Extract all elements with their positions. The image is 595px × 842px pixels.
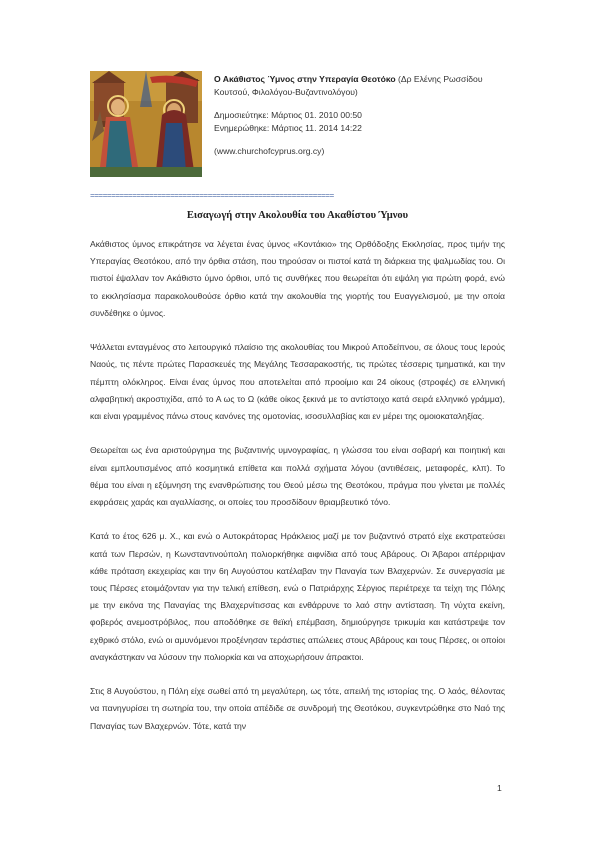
paragraph: Στις 8 Αυγούστου, η Πόλη είχε σωθεί από τη μεγαλύτερη, ως τότε, απειλή της ιστορίας της. Ο λαός, θέλοντας να πανηγυρίσει τη σωτηρία του, την οποία απέδιδε σε συνδρομή της Θεοτόκου, συγκεντρώθηκε στο Ναό της Παναγίας των Βλαχερνών. Τότε, κατά την <box>90 686 505 731</box>
annunciation-icon <box>90 71 202 177</box>
paragraph: Θεωρείται ως ένα αριστούργημα της βυζαντινής υμνογραφίας, η γλώσσα του είναι σοβαρή και ποιητική και είναι εμπλουτισμένος από κοσμητικά επίθετα και πολλά σχήματα λόγου (αντιθέσεις, μεταφορές, κλπ). Το θέμα του είναι η εξύμνηση της ενανθρώπισης του Θεού μέσω της Θεοτόκου, πράγμα που γίνεται με πολλές εκφράσεις χαράς και αγαλλίασης, οι οποίες του προσδίδουν θριαμβευτικό τόνο. <box>90 445 505 508</box>
published-date: Δημοσιεύτηκε: Μάρτιος 01. 2010 00:50 <box>214 110 362 120</box>
article-title: Ο Ακάθιστος Ύμνος στην Υπεραγία Θεοτόκο <box>214 74 396 84</box>
separator-line: ========================================================== <box>90 192 334 201</box>
source-link[interactable]: (www.churchofcyprus.org.cy) <box>214 146 325 156</box>
annunciation-icon-image <box>90 71 202 177</box>
article-author: (Δρ Ελένης Ρωσσίδου Κουτσού, Φιλολόγου-Βυζαντινολόγου) <box>214 74 483 97</box>
article-body <box>90 236 505 752</box>
article-meta <box>214 73 514 158</box>
paragraph: Ψάλλεται ενταγμένος στο λειτουργικό πλαίσιο της ακολουθίας του Μικρού Αποδείπνου, σε όλους τους Ιερούς Ναούς, τις πέντε πρώτες Παρασκευές της Μεγάλης Τεσσαρακοστής, τις πρώτες τέσσερις τμηματικά, και την πέμπτη ολόκληρος. Είναι ένας ύμνος που αποτελείται από προοίμιο και 24 οίκους (στροφές) σε ελληνική αλφαβητική ακροστιχίδα, από το Α ως το Ω (κάθε οίκος ξεκινά με το αντίστοιχο κατά σειρά ελληνικό γράμμα), και είναι γραμμένος πάνω στους κανόνες της ομοτονίας, ισοσυλλαβίας και εν μέρει της ομοιοκαταληξίας. <box>90 342 505 422</box>
paragraph: Κατά το έτος 626 μ. Χ., και ενώ ο Αυτοκράτορας Ηράκλειος μαζί με τον βυζαντινό στρατό είχε εκστρατεύσει κατά των Περσών, η Κωνσταντινούπολη πολιορκήθηκε αιφνίδια από τους Αβάρους. Οι Άβαροι απέρριψαν κάθε πρόταση εκεχειρίας και την 6η Αυγούστου κατέλαβαν την Παναγία των Βλαχερνών. Σε συνεργασία με τους Πέρσες ετοιμάζονταν για την τελική επίθεση, ενώ ο Πατριάρχης Σέργιος περιέτρεχε τα τείχη της Πόλης με την εικόνα της Παναγίας της Βλαχερνίτισσας και ενθάρρυνε το λαό στην αντίσταση. Τη νύχτα εκείνη, φοβερός ανεμοστρόβιλος, που αποδόθηκε σε θεϊκή επέμβαση, δημιούργησε τρικυμία και κατάστρεψε τον εχθρικό στόλο, ενώ οι αμυνόμενοι προξένησαν τεράστιες απώλειες στους Αβάρους και τους Πέρσες, οι οποίοι αναγκάστηκαν να λύσουν την πολιορκία και να αποχωρήσουν άπρακτοι. <box>90 531 505 662</box>
section-heading: Εισαγωγή στην Ακολουθία του Ακαθίστου Ύμνου <box>186 210 409 221</box>
paragraph: Ακάθιστος ύμνος επικράτησε να λέγεται ένας ύμνος «Κοντάκιο» της Ορθόδοξης Εκκλησίας, προς τιμήν της Υπεραγίας Θεοτόκου, από την όρθια στάση, που τηρούσαν οι πιστοί κατά τη διάρκεια της ψαλμωδίας του. Οι πιστοί έψαλλαν τον Ακάθιστο ύμνο όρθιοι, υπό τις συνθήκες που θεωρείται ότι εψάλη για πρώτη φορά, ενώ το εκκλησίασμα παρακολουθούσε όρθιο κατά την ακολουθία της γιορτής του Ευαγγελισμού, με την οποία συνδέθηκε ο ύμνος. <box>90 239 505 318</box>
page-number: 1 <box>497 783 502 793</box>
updated-date: Ενημερώθηκε: Μάρτιος 11. 2014 14:22 <box>214 123 362 133</box>
